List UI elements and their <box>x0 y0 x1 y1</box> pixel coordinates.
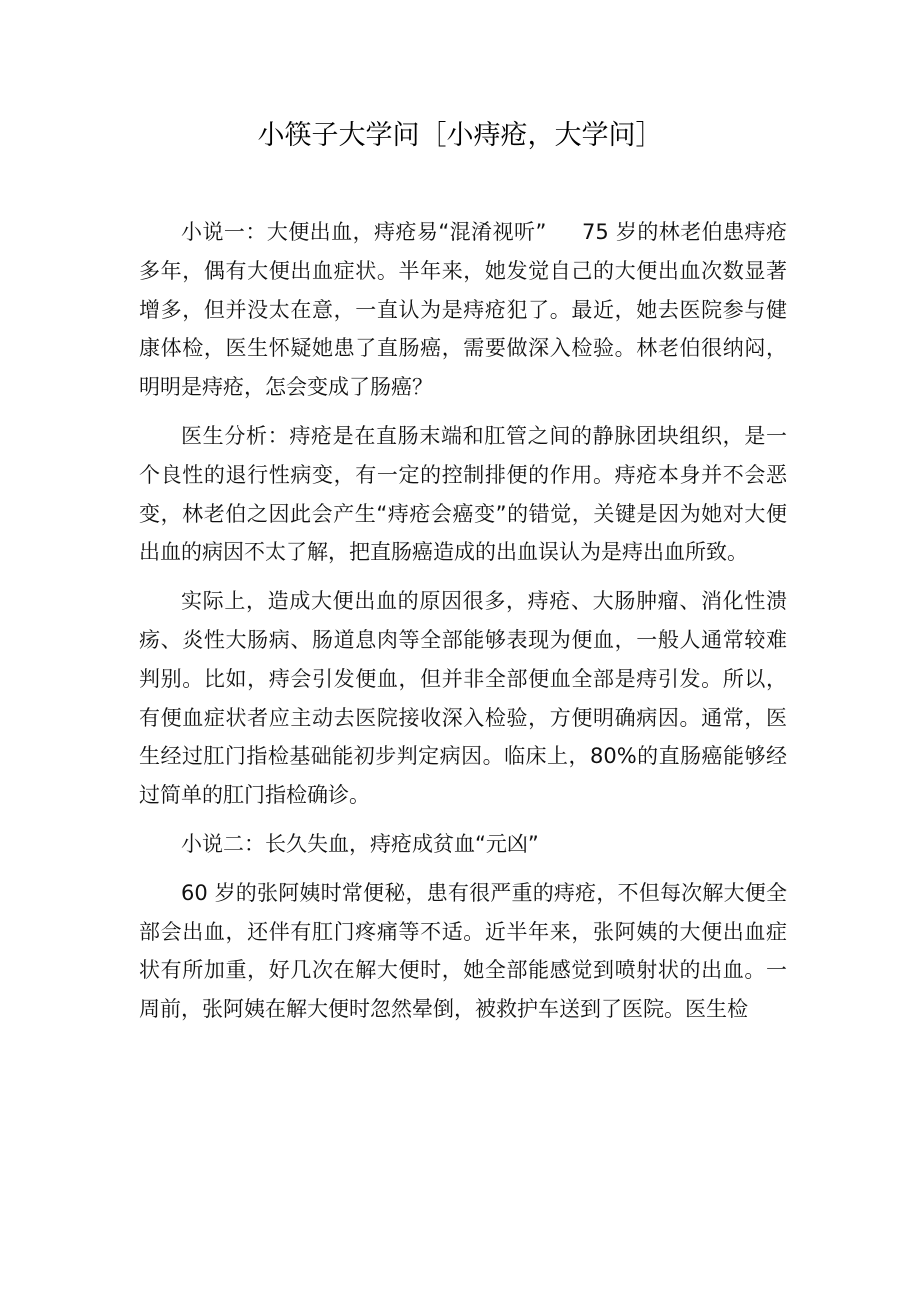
paragraph: 实际上，造成大便出血的原因很多，痔疮、大肠肿瘤、消化性溃疡、炎性大肠病、肠道息肉等全部能够表现为便血，一般人通常较难判别。比如，痔会引发便血，但并非全部便血全部是痔引发。所以，有便血症状者应主动去医院接收深入检验，方便明确病因。通常，医生经过肛门指检基础能初步判定病因。临床上，80%的直肠癌能够经过简单的肛门指检确诊。 <box>139 589 787 808</box>
paragraph: 医生分析：痔疮是在直肠末端和肛管之间的静脉团块组织，是一个良性的退行性病变，有一定的控制排便的作用。痔疮本身并不会恶变，林老伯之因此会产生“痔疮会癌变”的错觉，关键是因为她对大便出血的病因不太了解，把直肠癌造成的出血误认为是痔出血所致。 <box>139 423 787 565</box>
section-heading: 小说二：长久失血，痔疮成贫血“元凶” <box>181 831 539 856</box>
paragraph: 小说一：大便出血，痔疮易“混淆视听” 75 岁的林老伯患痔疮多年，偶有大便出血症状。半年来，她发觉自己的大便出血次数显著增多，但并没太在意，一直认为是痔疮犯了。最近，她去医院参与健康体检，医生怀疑她患了直肠癌，需要做深入检验。林老伯很纳闷，明明是痔疮，怎会变成了肠癌？ <box>139 220 787 400</box>
page-title: 小筷子大学问［小痔疮，大学问］ <box>257 120 663 151</box>
article-body <box>139 213 787 1029</box>
paragraph: 60 岁的张阿姨时常便秘，患有很严重的痔疮，不但每次解大便全部会出血，还伴有肛门疼痛等不适。近半年来，张阿姨的大便出血症状有所加重，好几次在解大便时，她全部能感觉到喷射状的出血。一周前，张阿姨在解大便时忽然晕倒，被救护车送到了医院。医生检 <box>139 880 787 1022</box>
